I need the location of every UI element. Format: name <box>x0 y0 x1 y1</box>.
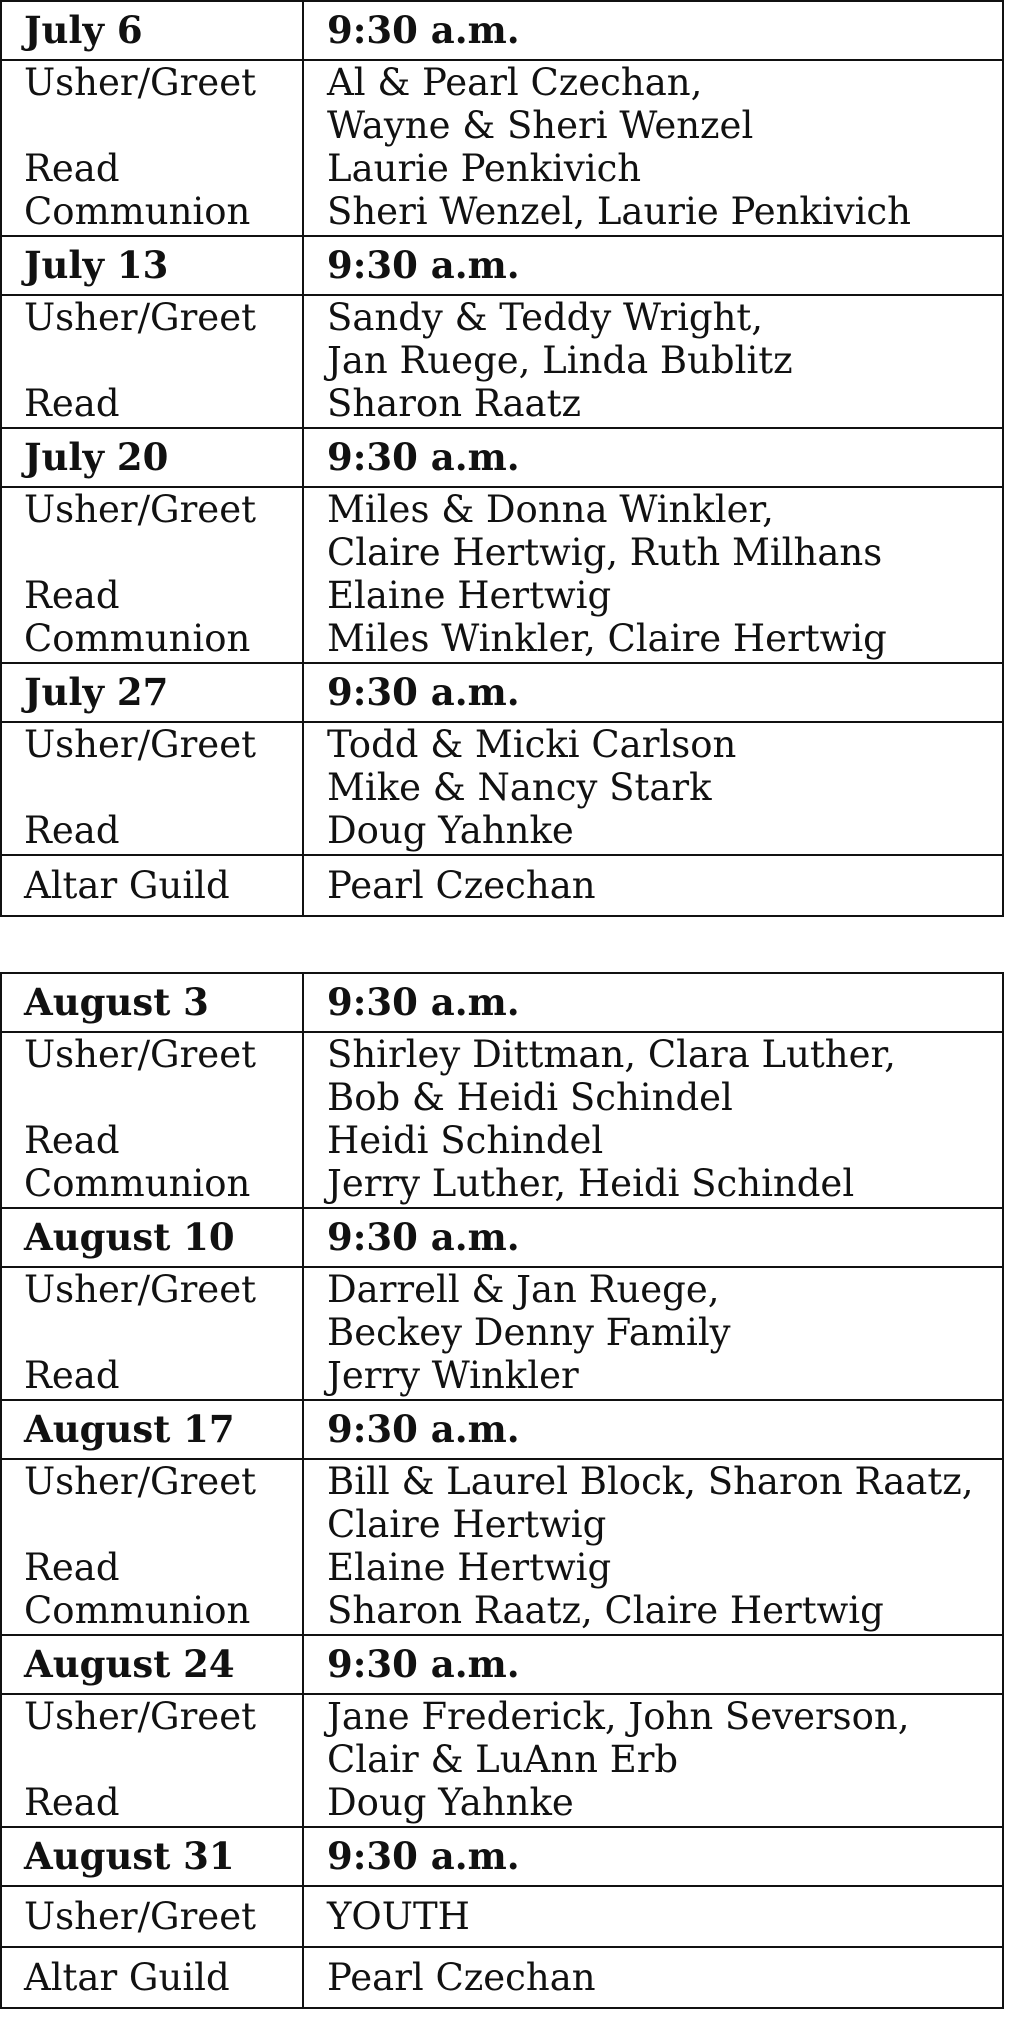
role-names <box>303 60 1003 236</box>
service-date: August 3 <box>1 973 303 1032</box>
role-label <box>24 1503 302 1546</box>
volunteer-names: Wayne & Sheri Wenzel <box>327 104 754 147</box>
role-label: Read <box>24 809 120 852</box>
single-role-row <box>1 1886 1003 1947</box>
role-label <box>24 1076 302 1119</box>
volunteer-names: Elaine Hertwig <box>327 1546 612 1589</box>
service-roles-row <box>1 722 1003 855</box>
service-time: 9:30 a.m. <box>303 1208 1003 1267</box>
role-label: Altar Guild <box>1 1947 303 2008</box>
role-label <box>24 104 302 147</box>
volunteer-names: Claire Hertwig <box>327 1503 607 1546</box>
volunteer-names: Sheri Wenzel, Laurie Penkivich <box>327 190 911 233</box>
role-names <box>303 295 1003 428</box>
july-schedule-table <box>0 0 1004 917</box>
role-label: Usher/Greet <box>24 1460 256 1503</box>
volunteer-names: Miles & Donna Winkler, <box>327 488 774 531</box>
volunteer-names: Sandy & Teddy Wright, <box>327 296 764 339</box>
volunteer-names: Elaine Hertwig <box>327 574 612 617</box>
service-roles-row <box>1 1459 1003 1635</box>
service-date: August 24 <box>1 1635 303 1694</box>
volunteer-names: Jerry Winkler <box>327 1354 579 1397</box>
volunteer-names: Mike & Nancy Stark <box>327 766 712 809</box>
role-label <box>24 339 302 382</box>
volunteer-names: YOUTH <box>303 1886 1003 1947</box>
service-header-row <box>1 1208 1003 1267</box>
service-roles-row <box>1 1267 1003 1400</box>
service-header-row <box>1 428 1003 487</box>
service-roles-row <box>1 487 1003 663</box>
role-label <box>24 531 302 574</box>
role-label: Usher/Greet <box>24 488 256 531</box>
volunteer-names: Pearl Czechan <box>303 855 1003 916</box>
volunteer-names: Shirley Dittman, Clara Luther, <box>327 1033 896 1076</box>
service-date: August 10 <box>1 1208 303 1267</box>
service-time: 9:30 a.m. <box>303 428 1003 487</box>
service-time: 9:30 a.m. <box>303 663 1003 722</box>
role-names <box>303 1694 1003 1827</box>
service-roles-row <box>1 295 1003 428</box>
role-label: Usher/Greet <box>24 1033 256 1076</box>
role-names <box>303 1267 1003 1400</box>
volunteer-names: Heidi Schindel <box>327 1119 604 1162</box>
service-date: July 6 <box>1 1 303 60</box>
volunteer-names: Jane Frederick, John Severson, <box>327 1695 910 1738</box>
role-labels <box>1 1032 303 1208</box>
service-date: August 31 <box>1 1827 303 1886</box>
volunteer-names: Pearl Czechan <box>303 1947 1003 2008</box>
role-label <box>24 1738 302 1781</box>
service-header-row <box>1 973 1003 1032</box>
volunteer-names: Clair & LuAnn Erb <box>327 1738 679 1781</box>
role-label: Communion <box>24 1162 251 1205</box>
single-role-row <box>1 1947 1003 2008</box>
role-label: Read <box>24 382 120 425</box>
service-header-row <box>1 1827 1003 1886</box>
volunteer-names: Darrell & Jan Ruege, <box>327 1268 720 1311</box>
august-schedule-table <box>0 972 1004 2009</box>
role-label: Communion <box>24 1589 251 1632</box>
role-label: Read <box>24 1354 120 1397</box>
volunteer-names: Miles Winkler, Claire Hertwig <box>327 617 887 660</box>
july-schedule-body <box>1 1 1003 916</box>
service-date: August 17 <box>1 1400 303 1459</box>
volunteer-names: Doug Yahnke <box>327 1781 574 1824</box>
service-time: 9:30 a.m. <box>303 973 1003 1032</box>
volunteer-names: Beckey Denny Family <box>327 1311 731 1354</box>
role-label: Read <box>24 574 120 617</box>
role-label: Read <box>24 1119 120 1162</box>
volunteer-names: Jerry Luther, Heidi Schindel <box>327 1162 855 1205</box>
role-label: Usher/Greet <box>1 1886 303 1947</box>
role-labels <box>1 1459 303 1635</box>
service-date: July 13 <box>1 236 303 295</box>
role-label: Communion <box>24 190 251 233</box>
role-label: Communion <box>24 617 251 660</box>
august-schedule-body <box>1 973 1003 2008</box>
volunteer-names: Jan Ruege, Linda Bublitz <box>327 339 793 382</box>
role-labels <box>1 722 303 855</box>
role-names <box>303 487 1003 663</box>
service-header-row <box>1 663 1003 722</box>
role-label: Usher/Greet <box>24 1268 256 1311</box>
service-time: 9:30 a.m. <box>303 236 1003 295</box>
role-label: Usher/Greet <box>24 61 256 104</box>
service-roles-row <box>1 1032 1003 1208</box>
role-names <box>303 1459 1003 1635</box>
service-time: 9:30 a.m. <box>303 1400 1003 1459</box>
role-names <box>303 1032 1003 1208</box>
role-names <box>303 722 1003 855</box>
role-label: Read <box>24 147 120 190</box>
service-header-row <box>1 1635 1003 1694</box>
role-label: Usher/Greet <box>24 1695 256 1738</box>
service-time: 9:30 a.m. <box>303 1635 1003 1694</box>
service-time: 9:30 a.m. <box>303 1 1003 60</box>
role-label: Read <box>24 1546 120 1589</box>
role-label <box>24 1311 302 1354</box>
role-labels <box>1 487 303 663</box>
role-labels <box>1 1694 303 1827</box>
service-roles-row <box>1 1694 1003 1827</box>
role-label: Altar Guild <box>1 855 303 916</box>
service-date: July 20 <box>1 428 303 487</box>
role-label: Usher/Greet <box>24 296 256 339</box>
volunteer-names: Bill & Laurel Block, Sharon Raatz, <box>327 1460 974 1503</box>
volunteer-names: Todd & Micki Carlson <box>327 723 737 766</box>
volunteer-names: Laurie Penkivich <box>327 147 642 190</box>
role-label <box>24 766 302 809</box>
role-labels <box>1 295 303 428</box>
single-role-row <box>1 855 1003 916</box>
role-label: Read <box>24 1781 120 1824</box>
volunteer-names: Doug Yahnke <box>327 809 574 852</box>
role-label: Usher/Greet <box>24 723 256 766</box>
service-header-row <box>1 1400 1003 1459</box>
role-labels <box>1 1267 303 1400</box>
service-date: July 27 <box>1 663 303 722</box>
service-header-row <box>1 236 1003 295</box>
service-time: 9:30 a.m. <box>303 1827 1003 1886</box>
service-header-row <box>1 1 1003 60</box>
volunteer-names: Claire Hertwig, Ruth Milhans <box>327 531 883 574</box>
volunteer-names: Sharon Raatz <box>327 382 581 425</box>
volunteer-names: Al & Pearl Czechan, <box>327 61 703 104</box>
service-roles-row <box>1 60 1003 236</box>
volunteer-names: Sharon Raatz, Claire Hertwig <box>327 1589 884 1632</box>
role-labels <box>1 60 303 236</box>
volunteer-names: Bob & Heidi Schindel <box>327 1076 733 1119</box>
